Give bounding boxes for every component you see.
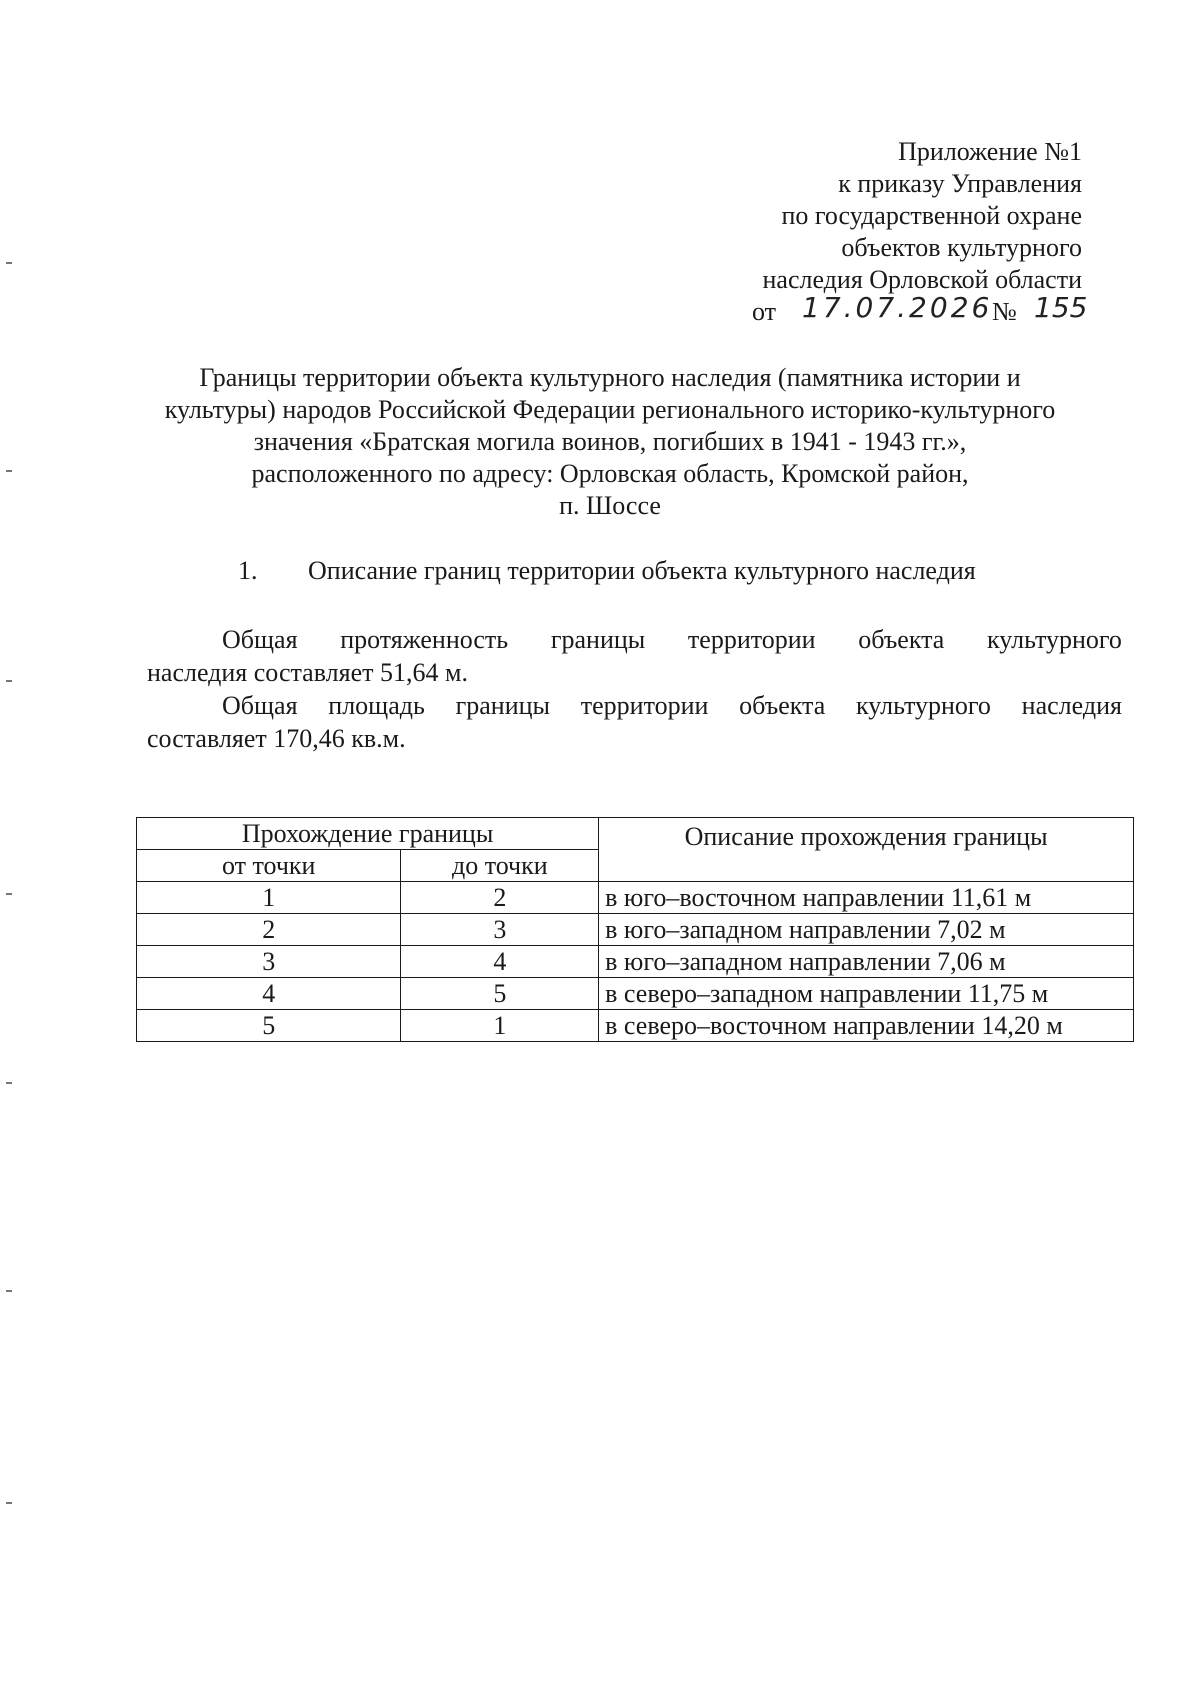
header-to-point: до точки [401,850,599,882]
section-number: 1. [238,556,258,585]
header-from-point: от точки [137,850,401,882]
title-line: п. Шоссе [559,491,661,520]
scan-margin-mark [6,680,12,682]
word: Общая [222,691,298,720]
word: границы [455,691,550,720]
word: территории [687,625,816,654]
annex-line: объектов культурного [841,233,1082,262]
cell-to: 5 [401,978,599,1010]
table-row [137,1010,1134,1042]
number-prefix: № [992,297,1017,326]
handwritten-number: 155 [1034,291,1088,324]
cell-to: 3 [401,914,599,946]
table-header-row [137,818,1134,850]
cell-from: 2 [137,914,401,946]
length-paragraph [147,623,1122,689]
order-date-number [662,291,1088,330]
boundary-table [136,817,1134,1042]
word: территории [580,691,709,720]
word: культурного [856,691,991,720]
cell-to: 4 [401,946,599,978]
annex-line: по государственной охране [781,201,1082,230]
word: объекта [858,625,945,654]
scan-margin-mark [6,470,12,472]
annex-line: наследия Орловской области [762,265,1082,294]
word: протяженность [340,625,509,654]
word: Общая [222,625,298,654]
handwritten-date: 17.07.2026 [802,291,993,324]
title-line: расположенного по адресу: Орловская область, Кромской район, [251,459,969,488]
header-description: Описание прохождения границы [599,818,1134,882]
title-line: Границы территории объекта культурного наследия (памятника истории и [199,363,1021,392]
document-title [130,362,1090,522]
cell-description: в северо–восточном направлении 14,20 м [599,1010,1134,1042]
title-line: значения «Братская могила воинов, погибших в 1941 - 1943 гг.», [253,427,967,456]
cell-to: 2 [401,882,599,914]
table-row [137,882,1134,914]
section-heading-text: Описание границ территории объекта культурного наследия [308,556,976,585]
cell-from: 3 [137,946,401,978]
word: культурного [987,625,1122,654]
cell-description: в северо–западном направлении 11,75 м [599,978,1134,1010]
word: объекта [739,691,826,720]
cell-from: 1 [137,882,401,914]
cell-description: в юго–западном направлении 7,06 м [599,946,1134,978]
scan-margin-mark [6,893,12,895]
scan-margin-mark [6,1290,12,1292]
cell-to: 1 [401,1010,599,1042]
word: наследия [1021,691,1122,720]
cell-from: 4 [137,978,401,1010]
scan-margin-mark [6,1082,12,1084]
annex-line: Приложение №1 [898,137,1082,166]
table-row [137,946,1134,978]
header-boundary-passage: Прохождение границы [137,818,599,850]
area-paragraph [147,689,1122,755]
annex-line: к приказу Управления [838,169,1082,198]
word: границы [550,625,646,654]
paragraph-first-line [147,623,1122,656]
cell-description: в юго–западном направлении 7,02 м [599,914,1134,946]
section-heading [238,556,976,586]
table-row [137,978,1134,1010]
scan-margin-mark [6,1502,12,1504]
word: площадь [328,691,425,720]
scan-margin-mark [6,262,12,264]
table-row [137,914,1134,946]
paragraph-rest: составляет 170,46 кв.м. [147,724,406,753]
annex-header [662,136,1088,330]
paragraph-rest: наследия составляет 51,64 м. [147,658,468,687]
date-prefix: от [752,297,777,326]
paragraph-first-line [147,689,1122,722]
cell-description: в юго–восточном направлении 11,61 м [599,882,1134,914]
cell-from: 5 [137,1010,401,1042]
title-line: культуры) народов Российской Федерации регионального историко-культурного [164,395,1056,424]
